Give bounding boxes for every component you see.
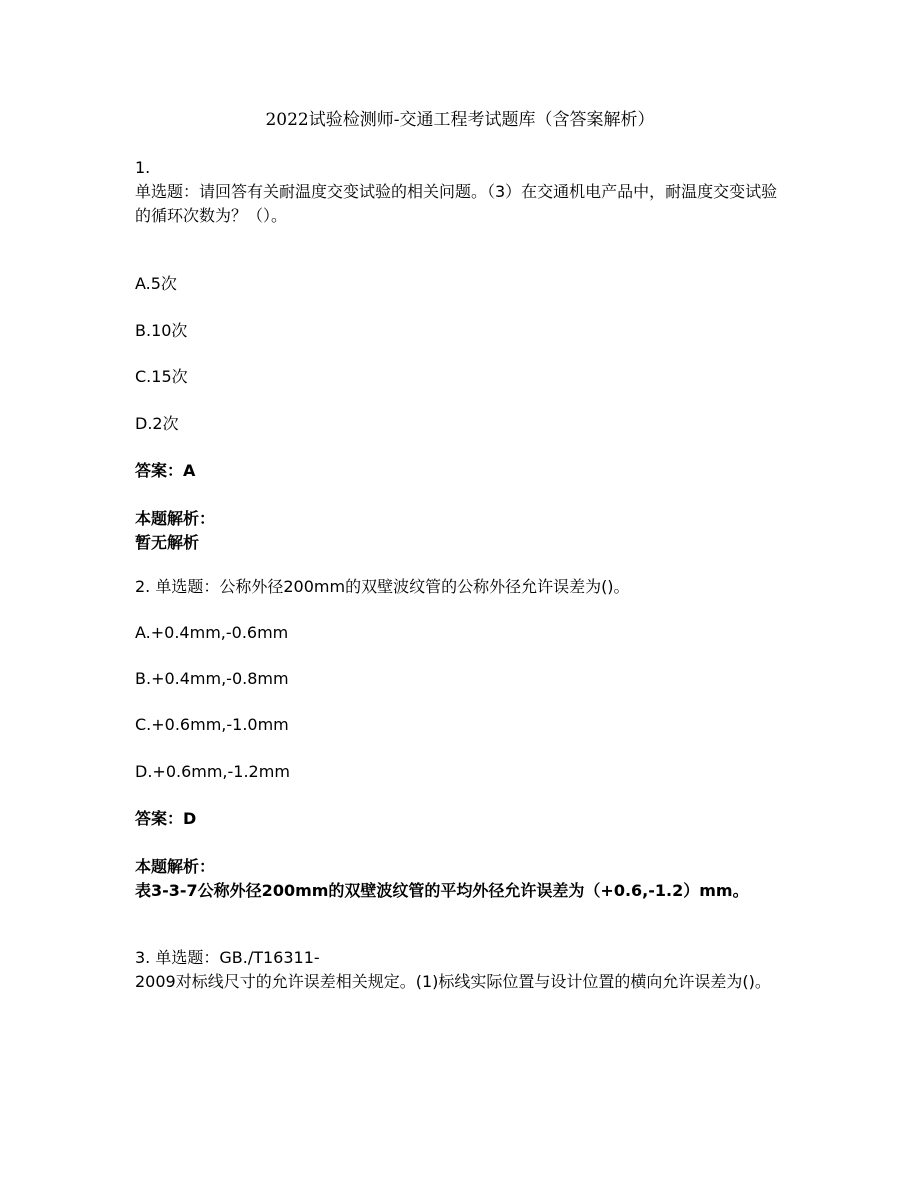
question-2-answer: 答案：D bbox=[135, 809, 197, 828]
document-title: 2022试验检测师-交通工程考试题库（含答案解析） bbox=[265, 110, 655, 130]
question-1-analysis-label: 本题解析： bbox=[135, 509, 216, 528]
question-1-stem: 单选题：请回答有关耐温度交变试验的相关问题。（3）在交通机电产品中，耐温度交变试验的循环次数为？（）。 bbox=[135, 182, 778, 225]
question-1-option-a: A.5次 bbox=[135, 274, 177, 293]
question-1-analysis: 暂无解析 bbox=[135, 533, 200, 552]
question-2-analysis-label: 本题解析： bbox=[135, 857, 216, 876]
question-2-option-c: C.+0.6mm,-1.0mm bbox=[135, 715, 289, 734]
question-1-number: 1. bbox=[135, 158, 151, 177]
question-1-option-d: D.2次 bbox=[135, 414, 179, 433]
question-1-option-c: C.15次 bbox=[135, 367, 188, 386]
question-1-option-b: B.10次 bbox=[135, 321, 188, 340]
question-3-stem-line1: 3. 单选题：GB./T16311- bbox=[135, 948, 320, 967]
question-3-stem: 2009对标线尺寸的允许误差相关规定。(1)标线实际位置与设计位置的横向允许误差为()。 bbox=[135, 972, 771, 991]
question-2-option-d: D.+0.6mm,-1.2mm bbox=[135, 762, 290, 781]
question-2-analysis: 表3-3-7公称外径200mm的双壁波纹管的平均外径允许误差为（+0.6,-1.2）mm。 bbox=[135, 881, 749, 900]
question-2-stem: 2. 单选题：公称外径200mm的双壁波纹管的公称外径允许误差为()。 bbox=[135, 577, 630, 596]
question-1-answer: 答案：A bbox=[135, 461, 196, 480]
question-2-option-a: A.+0.4mm,-0.6mm bbox=[135, 623, 289, 642]
question-2-option-b: B.+0.4mm,-0.8mm bbox=[135, 669, 289, 688]
